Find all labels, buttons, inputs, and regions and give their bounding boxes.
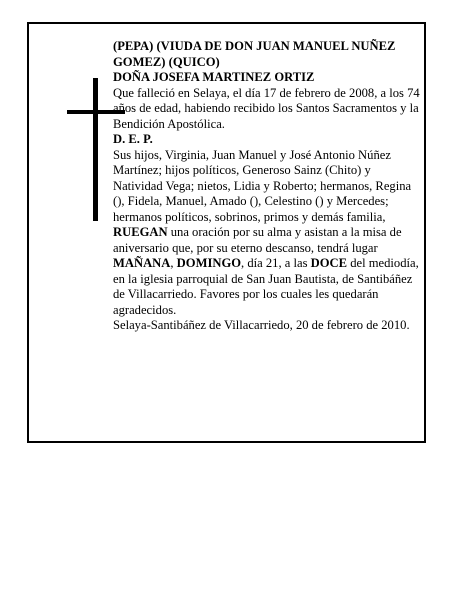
request-comma: , bbox=[170, 256, 177, 270]
obituary-heading-aliases: (PEPA) (VIUDA DE DON JUAN MANUEL NUÑEZ GOMEZ) (QUICO) bbox=[113, 39, 396, 69]
request-text-1: una oración por su alma y asistan a la misa de aniversario que, por su eterno descanso, tendrá lugar bbox=[113, 225, 402, 255]
place-date-line: Selaya-Santibáñez de Villacarriedo, 20 de febrero de 2010. bbox=[113, 318, 410, 332]
request-text-3: del mediodía, en la iglesia parroquial de San Juan Bautista, de Santibáñez de Villacarriedo. Favores por los cuales les quedarán agradecidos. bbox=[113, 256, 419, 317]
death-paragraph: Que falleció en Selaya, el día 17 de febrero de 2008, a los 74 años de edad, habiendo recibido los Santos Sacramentos y la Bendición Apostólica. bbox=[113, 85, 420, 131]
domingo-word: DOMINGO bbox=[176, 256, 242, 270]
obituary-heading-name: DOÑA JOSEFA MARTINEZ ORTIZ bbox=[113, 70, 315, 84]
ruegan-word: RUEGAN bbox=[113, 225, 168, 239]
family-paragraph: Sus hijos, Virginia, Juan Manuel y José Antonio Núñez Martínez; hijos políticos, Generoso Sainz (Chito) y Natividad Vega; nietos, Lidia y Roberto; hermanos, Regina (), Fidela, Manuel, Amado (), Celestino () y Mercedes; hermanos políticos, sobrinos, primos y demás familia, bbox=[113, 147, 412, 224]
cross-vertical-bar bbox=[93, 78, 98, 221]
obituary-text bbox=[113, 39, 422, 334]
request-paragraph bbox=[113, 225, 422, 318]
doce-word: DOCE bbox=[310, 256, 348, 270]
manana-word: MAÑANA bbox=[113, 256, 171, 270]
dep-line: D. E. P. bbox=[113, 132, 153, 146]
request-text-2: , día 21, a las bbox=[241, 256, 311, 270]
